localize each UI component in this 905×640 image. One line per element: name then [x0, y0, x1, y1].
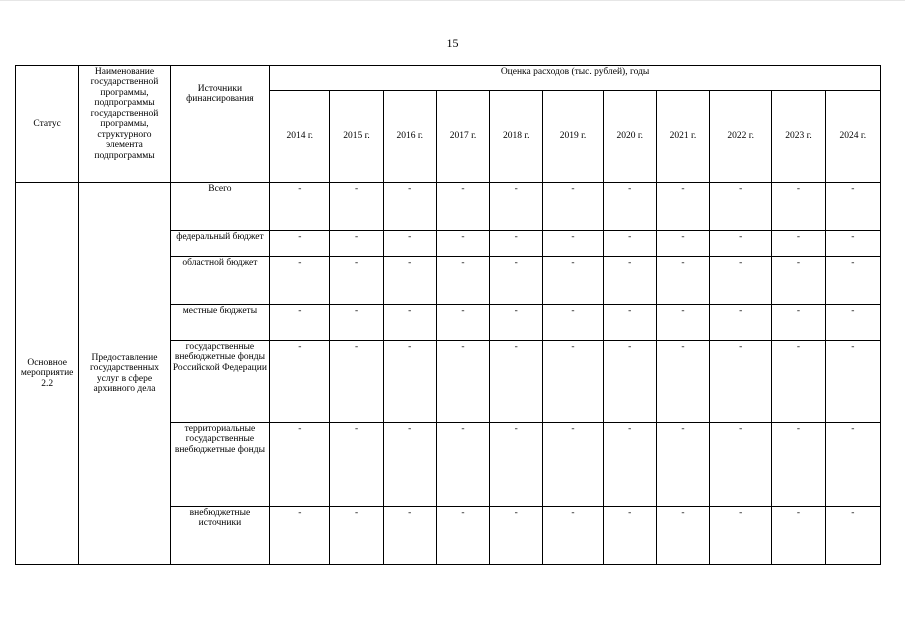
value-cell: -: [543, 341, 603, 423]
value-cell: -: [603, 423, 656, 507]
year-header: 2016 г.: [383, 91, 436, 183]
value-cell: -: [603, 183, 656, 231]
value-cell: -: [710, 231, 772, 257]
year-header: 2015 г.: [330, 91, 383, 183]
year-header: 2018 г.: [490, 91, 543, 183]
value-cell: -: [543, 257, 603, 305]
value-cell: -: [772, 183, 825, 231]
value-cell: -: [270, 257, 330, 305]
value-cell: -: [436, 507, 489, 565]
value-cell: -: [543, 183, 603, 231]
value-cell: -: [825, 305, 880, 341]
value-cell: -: [710, 341, 772, 423]
value-cell: -: [330, 231, 383, 257]
program-name-cell: Предоставление государственных услуг в сфере архивного дела: [79, 183, 170, 565]
year-header: 2021 г.: [656, 91, 709, 183]
value-cell: -: [710, 183, 772, 231]
value-cell: -: [383, 257, 436, 305]
value-cell: -: [543, 423, 603, 507]
value-cell: -: [825, 507, 880, 565]
value-cell: -: [436, 341, 489, 423]
value-cell: -: [825, 423, 880, 507]
year-header: 2022 г.: [710, 91, 772, 183]
value-cell: -: [436, 257, 489, 305]
value-cell: -: [825, 183, 880, 231]
value-cell: -: [603, 507, 656, 565]
value-cell: -: [490, 231, 543, 257]
value-cell: -: [825, 231, 880, 257]
value-cell: -: [490, 183, 543, 231]
value-cell: -: [603, 257, 656, 305]
page-number: 15: [446, 36, 459, 50]
status-cell: Основное мероприятие 2.2: [16, 183, 79, 565]
year-header: 2014 г.: [270, 91, 330, 183]
value-cell: -: [270, 231, 330, 257]
budget-table: [15, 65, 881, 565]
value-cell: -: [330, 341, 383, 423]
value-cell: -: [490, 305, 543, 341]
value-cell: -: [270, 341, 330, 423]
header-estimate: Оценка расходов (тыс. рублей), годы: [270, 66, 881, 91]
value-cell: -: [383, 423, 436, 507]
value-cell: -: [330, 507, 383, 565]
value-cell: -: [383, 507, 436, 565]
source-name-cell: местные бюджеты: [170, 305, 269, 341]
value-cell: -: [383, 341, 436, 423]
value-cell: -: [772, 423, 825, 507]
value-cell: -: [603, 231, 656, 257]
value-cell: -: [270, 423, 330, 507]
value-cell: -: [436, 231, 489, 257]
value-cell: -: [656, 507, 709, 565]
page-edge: [0, 0, 905, 1]
year-header: 2017 г.: [436, 91, 489, 183]
value-cell: -: [330, 305, 383, 341]
value-cell: -: [490, 423, 543, 507]
value-cell: -: [825, 257, 880, 305]
value-cell: -: [656, 183, 709, 231]
value-cell: -: [383, 231, 436, 257]
header-program-name: Наименование государственной программы, подпрограммы государственной программы, структурного элемента подпрограммы: [79, 66, 170, 183]
year-header: 2023 г.: [772, 91, 825, 183]
value-cell: -: [772, 231, 825, 257]
value-cell: -: [330, 183, 383, 231]
source-name-cell: внебюджетные источники: [170, 507, 269, 565]
value-cell: -: [656, 231, 709, 257]
year-header: 2019 г.: [543, 91, 603, 183]
value-cell: -: [490, 507, 543, 565]
value-cell: -: [656, 341, 709, 423]
value-cell: -: [383, 305, 436, 341]
value-cell: -: [543, 231, 603, 257]
value-cell: -: [656, 305, 709, 341]
value-cell: -: [436, 183, 489, 231]
table-row: [16, 183, 881, 231]
year-header: 2024 г.: [825, 91, 880, 183]
value-cell: -: [772, 341, 825, 423]
value-cell: -: [772, 305, 825, 341]
value-cell: -: [772, 257, 825, 305]
value-cell: -: [603, 305, 656, 341]
value-cell: -: [270, 507, 330, 565]
value-cell: -: [710, 423, 772, 507]
value-cell: -: [330, 423, 383, 507]
year-header: 2020 г.: [603, 91, 656, 183]
header-sources: Источники финансирования: [170, 66, 269, 183]
value-cell: -: [270, 305, 330, 341]
source-name-cell: областной бюджет: [170, 257, 269, 305]
source-name-cell: территориальные государственные внебюджетные фонды: [170, 423, 269, 507]
value-cell: -: [710, 305, 772, 341]
value-cell: -: [270, 183, 330, 231]
value-cell: -: [436, 423, 489, 507]
source-name-cell: Всего: [170, 183, 269, 231]
value-cell: -: [383, 183, 436, 231]
value-cell: -: [490, 341, 543, 423]
value-cell: -: [330, 257, 383, 305]
value-cell: -: [772, 507, 825, 565]
value-cell: -: [656, 423, 709, 507]
value-cell: -: [436, 305, 489, 341]
value-cell: -: [656, 257, 709, 305]
value-cell: -: [710, 257, 772, 305]
value-cell: -: [825, 341, 880, 423]
value-cell: -: [710, 507, 772, 565]
value-cell: -: [543, 507, 603, 565]
value-cell: -: [543, 305, 603, 341]
header-status: Статус: [16, 66, 79, 183]
source-name-cell: федеральный бюджет: [170, 231, 269, 257]
value-cell: -: [603, 341, 656, 423]
value-cell: -: [490, 257, 543, 305]
source-name-cell: государственные внебюджетные фонды Российской Федерации: [170, 341, 269, 423]
